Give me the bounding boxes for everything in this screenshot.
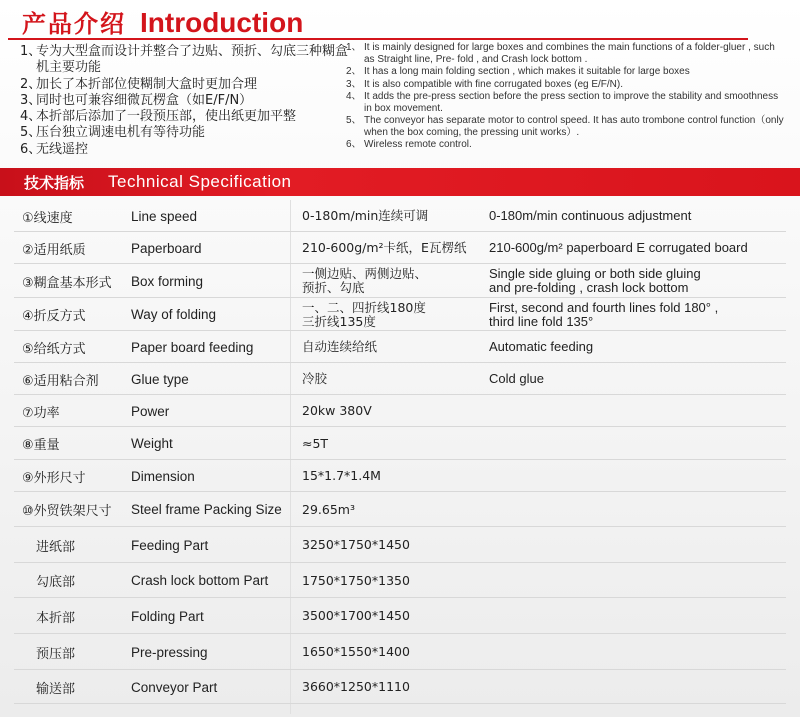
- page-title: [22, 4, 303, 40]
- spec-row: [0, 492, 800, 527]
- spec-label-english: Glue type: [131, 371, 189, 387]
- spec-label-chinese: 输送部: [36, 681, 76, 697]
- spec-label-chinese: 预压部: [36, 646, 76, 662]
- spec-value-chinese: 20kw 380V: [302, 403, 372, 418]
- spec-label-english: Box forming: [131, 273, 204, 289]
- spec-value-english: 210-600g/m² paperboard E corrugated board: [489, 240, 748, 255]
- spec-label-chinese: ②适用纸质: [22, 242, 86, 258]
- spec-label-english: Power: [131, 403, 170, 419]
- spec-label-chinese: ⑩外贸铁架尺寸: [22, 504, 112, 519]
- spec-title-english: Technical Specification: [108, 172, 292, 191]
- spec-label-english: Line speed: [131, 208, 198, 224]
- spec-label-english: Pre-pressing: [131, 644, 208, 660]
- spec-label-chinese: ④折反方式: [22, 309, 86, 324]
- spec-label-english: Weight: [131, 436, 173, 451]
- spec-label-chinese: ⑤给纸方式: [22, 341, 86, 357]
- spec-label-chinese: ①线速度: [22, 210, 73, 226]
- spec-value-chinese: 冷胶: [302, 371, 328, 386]
- spec-row: [0, 563, 800, 598]
- spec-value-chinese: 210-600g/m²卡纸，E瓦楞纸: [302, 240, 467, 255]
- spec-value-chinese: 3500*1700*1450: [302, 608, 410, 623]
- spec-label-chinese: 勾底部: [36, 575, 76, 590]
- spec-row: [0, 232, 800, 264]
- spec-label-english: Feeding Part: [131, 537, 209, 553]
- spec-value-chinese: ≈5T: [302, 435, 329, 451]
- spec-label-chinese: ⑨外形尺寸: [22, 470, 86, 486]
- spec-label-chinese: ⑧重量: [22, 438, 60, 453]
- intro-cn-item: 4、 本折部后添加了一段预压部，使出纸更加平整: [20, 109, 297, 125]
- spec-value-chinese: 1750*1750*1350: [302, 572, 410, 588]
- spec-label-english: Paperboard: [131, 240, 202, 256]
- intro-en-item: 6、 Wireless remote control.: [346, 139, 472, 150]
- spec-label-chinese: ⑥适用粘合剂: [22, 373, 99, 389]
- intro-cn-item: 6、 无线遥控: [20, 141, 89, 157]
- intro-en-item: 5、 The conveyor has separate motor to control speed. It has auto trombone control function（only when the box coming, the pressing unit works）.: [346, 115, 784, 138]
- spec-value-chinese: 一侧边贴、两侧边贴、 预折、勾底: [302, 266, 428, 295]
- spec-value-chinese: 1650*1550*1400: [302, 644, 410, 659]
- spec-row: [0, 395, 800, 427]
- spec-row: [0, 427, 800, 460]
- spec-value-english: Single side gluing or both side gluing and pre-folding , crash lock bottom: [489, 266, 701, 295]
- spec-title-chinese: 技术指标: [24, 173, 85, 192]
- spec-row: [0, 527, 800, 563]
- spec-row: [0, 634, 800, 670]
- intro-cn-item: 1、 专为大型盒而设计并整合了边贴、预折、勾底三种糊盒机主要功能: [20, 44, 349, 76]
- title-english: Introduction: [140, 7, 304, 38]
- spec-label-english: Folding Part: [131, 608, 204, 624]
- spec-row: [0, 331, 800, 363]
- row-divider: [14, 703, 786, 704]
- intro-cn-item: 2、 加长了本折部位使糊制大盒时更加合理: [20, 76, 258, 92]
- spec-label-english: Steel frame Packing Size: [131, 502, 282, 517]
- intro-cn-item: 5、 压台独立调速电机有等待功能: [20, 125, 206, 141]
- intro-en-item: 1、 It is mainly designed for large boxes and combines the main functions of a folder-gluer , such as Straight line, Pre- fold , and Crash lock bottom .: [346, 42, 775, 65]
- spec-row: [0, 363, 800, 395]
- title-chinese: 产品介绍: [22, 10, 126, 38]
- spec-label-english: Crash lock bottom Part: [131, 573, 269, 588]
- spec-value-chinese: 自动连续给纸: [302, 339, 378, 354]
- title-divider: [8, 38, 748, 40]
- spec-row: [0, 298, 800, 331]
- intro-en-item: 2、 It has a long main folding section , which makes it suitable for large boxes: [346, 66, 690, 77]
- spec-label-chinese: ⑦功率: [22, 405, 60, 421]
- spec-row: [0, 200, 800, 232]
- spec-value-chinese: 15*1.7*1.4M: [302, 468, 381, 483]
- spec-row: [0, 670, 800, 704]
- intro-en-item: 4、 It adds the pre-press section before the press section to improve the stability and smoothness in box movement.: [346, 91, 779, 114]
- spec-value-chinese: 3250*1750*1450: [302, 537, 410, 552]
- intro-en-item: 3、 It is also compatible with fine corrugated boxes (eg E/F/N).: [346, 78, 624, 90]
- intro-cn-item: 3、 同时也可兼容细微瓦楞盒（如E/F/N）: [20, 92, 253, 108]
- spec-label-english: Conveyor Part: [131, 679, 218, 695]
- spec-value-english: First, second and fourth lines fold 180° , third line fold 135°: [489, 299, 719, 329]
- spec-row: [0, 264, 800, 298]
- spec-value-chinese: 0-180m/min连续可调: [302, 208, 429, 223]
- intro-list-english: [346, 42, 786, 152]
- spec-label-chinese: 进纸部: [36, 539, 76, 555]
- spec-value-chinese: 一、二、四折线180度 三折线135度: [302, 299, 426, 329]
- spec-value-english: Automatic feeding: [489, 339, 594, 354]
- spec-value-chinese: 3660*1250*1110: [302, 679, 410, 694]
- intro-list-chinese: [20, 44, 350, 158]
- spec-row: [0, 598, 800, 634]
- spec-value-chinese: 29.65m³: [302, 501, 355, 517]
- spec-value-english: 0-180m/min continuous adjustment: [489, 208, 692, 223]
- spec-label-english: Paper board feeding: [131, 339, 254, 355]
- spec-label-english: Way of folding: [131, 307, 217, 322]
- spec-value-english: Cold glue: [489, 371, 544, 386]
- spec-label-chinese: 本折部: [36, 610, 76, 626]
- spec-label-chinese: ③糊盒基本形式: [22, 275, 112, 291]
- spec-section-header: [0, 168, 800, 196]
- spec-label-english: Dimension: [131, 468, 195, 484]
- spec-row: [0, 460, 800, 492]
